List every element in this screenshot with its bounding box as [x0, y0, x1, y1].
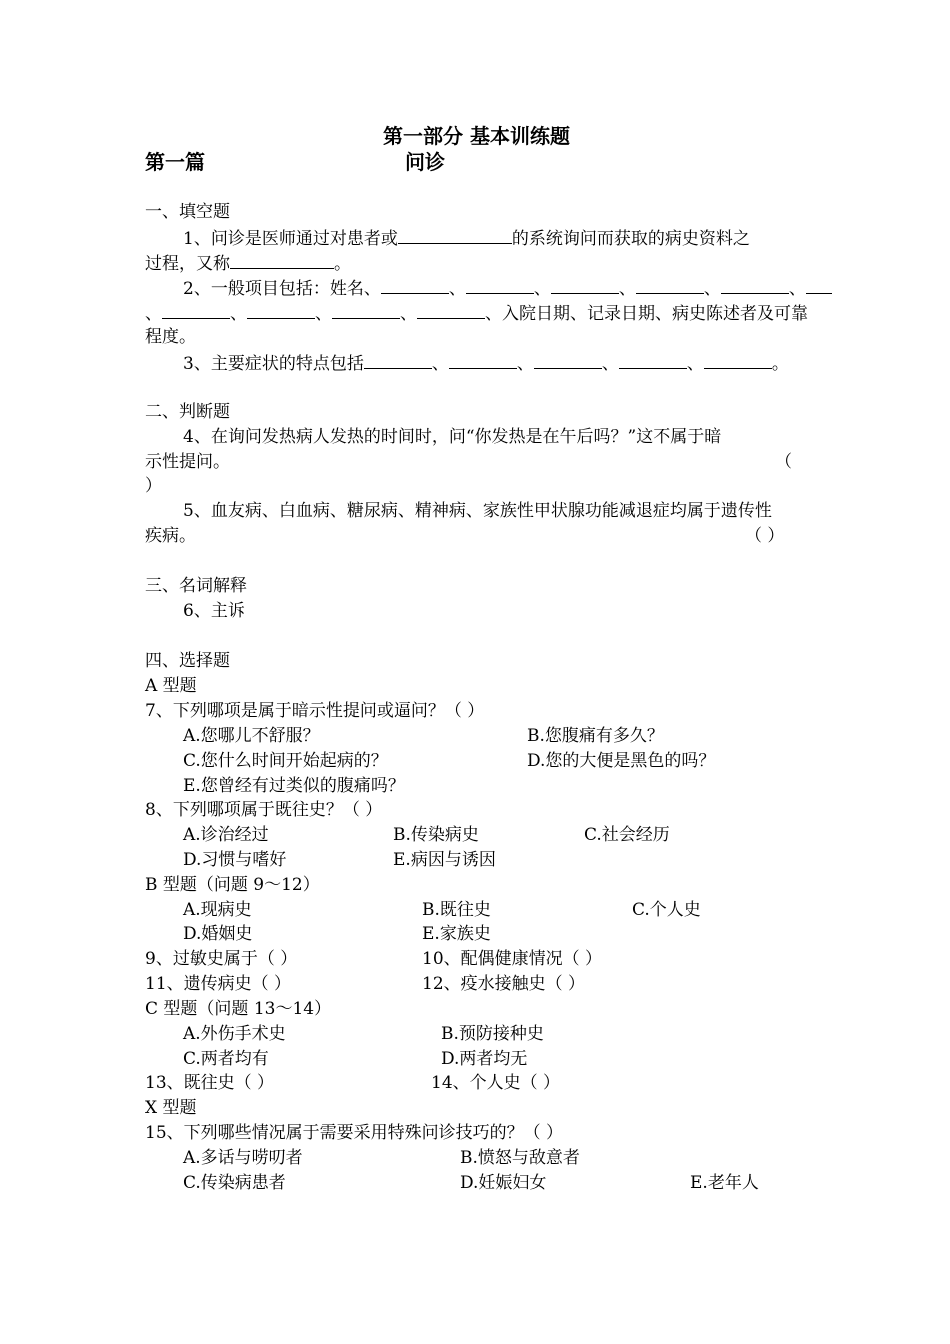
question-6: 6、主诉 — [183, 601, 245, 621]
question-2-line-1 — [183, 275, 832, 301]
option-c-c[interactable]: C.两者均有 — [183, 1049, 269, 1069]
separator: 、 — [533, 279, 551, 299]
answer-paren-close[interactable]: ） — [145, 476, 162, 496]
option-15-e[interactable]: E.老年人 — [690, 1173, 759, 1193]
answer-blank[interactable] — [466, 275, 534, 294]
separator: 、 — [448, 279, 466, 299]
question-12: 12、疫水接触史（ ） — [422, 974, 586, 994]
question-1-line-2 — [145, 250, 351, 276]
answer-blank[interactable] — [332, 300, 400, 319]
answer-blank[interactable] — [619, 350, 687, 369]
question-text: 1、问诊是医师通过对患者或 — [183, 229, 398, 249]
separator: 、 — [400, 304, 417, 324]
type-x-heading: X 型题 — [145, 1098, 197, 1118]
question-text: 过程，又称 — [145, 254, 230, 274]
question-15: 15、下列哪些情况属于需要采用特殊问诊技巧的？（ ） — [145, 1123, 564, 1143]
question-text: 2、一般项目包括：姓名、 — [183, 279, 381, 299]
question-7: 7、下列哪项是属于暗示性提问或逼问？（ ） — [145, 701, 485, 721]
answer-blank[interactable] — [247, 300, 315, 319]
option-15-a[interactable]: A.多话与唠叨者 — [183, 1148, 303, 1168]
option-c-b[interactable]: B.预防接种史 — [441, 1024, 544, 1044]
question-2-line-2 — [145, 300, 808, 326]
answer-blank[interactable] — [636, 275, 704, 294]
option-8-b[interactable]: B.传染病史 — [393, 825, 479, 845]
answer-paren-open[interactable]: （ — [775, 452, 792, 472]
option-15-b[interactable]: B.愤怒与敌意者 — [460, 1148, 580, 1168]
option-b-a[interactable]: A.现病史 — [183, 900, 252, 920]
question-text: 。 — [334, 254, 351, 274]
option-b-b[interactable]: B.既往史 — [422, 900, 491, 920]
option-c-a[interactable]: A.外伤手术史 — [183, 1024, 286, 1044]
option-c-d[interactable]: D.两者均无 — [441, 1049, 528, 1069]
answer-blank[interactable] — [449, 350, 517, 369]
option-8-e[interactable]: E.病因与诱因 — [393, 850, 496, 870]
option-7-a[interactable]: A.您哪儿不舒服？ — [183, 726, 320, 746]
separator: 、 — [618, 279, 636, 299]
separator: 、 — [315, 304, 332, 324]
separator: 、 — [145, 304, 162, 324]
answer-blank[interactable] — [230, 250, 334, 269]
answer-blank[interactable] — [417, 300, 485, 319]
question-8: 8、下列哪项属于既往史？（ ） — [145, 800, 383, 820]
option-8-c[interactable]: C.社会经历 — [584, 825, 670, 845]
question-text: 3、主要症状的特点包括 — [183, 354, 364, 374]
chapter-name: 问诊 — [405, 150, 445, 174]
separator: 、 — [431, 354, 449, 374]
question-text: 、入院日期、记录日期、病史陈述者及可靠 — [485, 304, 808, 324]
question-3 — [183, 350, 789, 376]
answer-blank[interactable] — [551, 275, 619, 294]
answer-blank[interactable] — [704, 350, 772, 369]
question-1-line-1 — [183, 225, 750, 251]
question-14: 14、个人史（ ） — [431, 1073, 561, 1093]
question-2-line-3: 程度。 — [145, 327, 196, 347]
section-heading-terms: 三、名词解释 — [145, 576, 247, 596]
option-7-b[interactable]: B.您腹痛有多久？ — [527, 726, 664, 746]
question-5-line-2: 疾病。 — [145, 526, 196, 546]
question-4-line-2: 示性提问。 — [145, 452, 230, 472]
answer-blank[interactable] — [534, 350, 602, 369]
option-b-e[interactable]: E.家族史 — [422, 924, 491, 944]
answer-blank[interactable] — [381, 275, 449, 294]
answer-blank[interactable] — [398, 225, 512, 244]
answer-blank[interactable] — [806, 275, 832, 294]
option-7-d[interactable]: D.您的大便是黑色的吗？ — [527, 751, 716, 771]
question-text: 。 — [771, 354, 789, 374]
option-15-c[interactable]: C.传染病患者 — [183, 1173, 286, 1193]
question-11: 11、遗传病史（ ） — [145, 974, 292, 994]
option-b-d[interactable]: D.婚姻史 — [183, 924, 253, 944]
section-heading-fill-blank: 一、填空题 — [145, 202, 230, 222]
section-heading-choice: 四、选择题 — [145, 651, 230, 671]
option-7-e[interactable]: E.您曾经有过类似的腹痛吗？ — [183, 776, 405, 796]
question-text: 的系统询问而获取的病史资料之 — [511, 229, 750, 249]
separator: 、 — [788, 279, 806, 299]
answer-paren[interactable]: （ ） — [745, 526, 785, 546]
type-a-heading: A 型题 — [145, 676, 197, 696]
option-7-c[interactable]: C.您什么时间开始起病的？ — [183, 751, 388, 771]
question-10: 10、配偶健康情况（ ） — [422, 949, 603, 969]
answer-blank[interactable] — [364, 350, 432, 369]
separator: 、 — [703, 279, 721, 299]
answer-blank[interactable] — [721, 275, 789, 294]
separator: 、 — [230, 304, 247, 324]
answer-blank[interactable] — [162, 300, 230, 319]
option-15-d[interactable]: D.妊娠妇女 — [460, 1173, 547, 1193]
question-4-line-1: 4、在询问发热病人发热的时间时，问“你发热是在午后吗？”这不属于暗 — [183, 427, 722, 447]
separator: 、 — [686, 354, 704, 374]
type-b-heading: B 型题（问题 9～12） — [145, 875, 320, 895]
part-title: 第一部分 基本训练题 — [383, 124, 570, 148]
separator: 、 — [601, 354, 619, 374]
question-5-line-1: 5、血友病、白血病、糖尿病、精神病、家族性甲状腺功能减退症均属于遗传性 — [183, 501, 772, 521]
question-9: 9、过敏史属于（ ） — [145, 949, 298, 969]
section-heading-true-false: 二、判断题 — [145, 402, 230, 422]
option-b-c[interactable]: C.个人史 — [632, 900, 701, 920]
chapter-label: 第一篇 — [145, 150, 205, 174]
type-c-heading: C 型题（问题 13～14） — [145, 999, 332, 1019]
option-8-a[interactable]: A.诊治经过 — [183, 825, 269, 845]
separator: 、 — [516, 354, 534, 374]
question-13: 13、既往史（ ） — [145, 1073, 275, 1093]
option-8-d[interactable]: D.习惯与嗜好 — [183, 850, 287, 870]
